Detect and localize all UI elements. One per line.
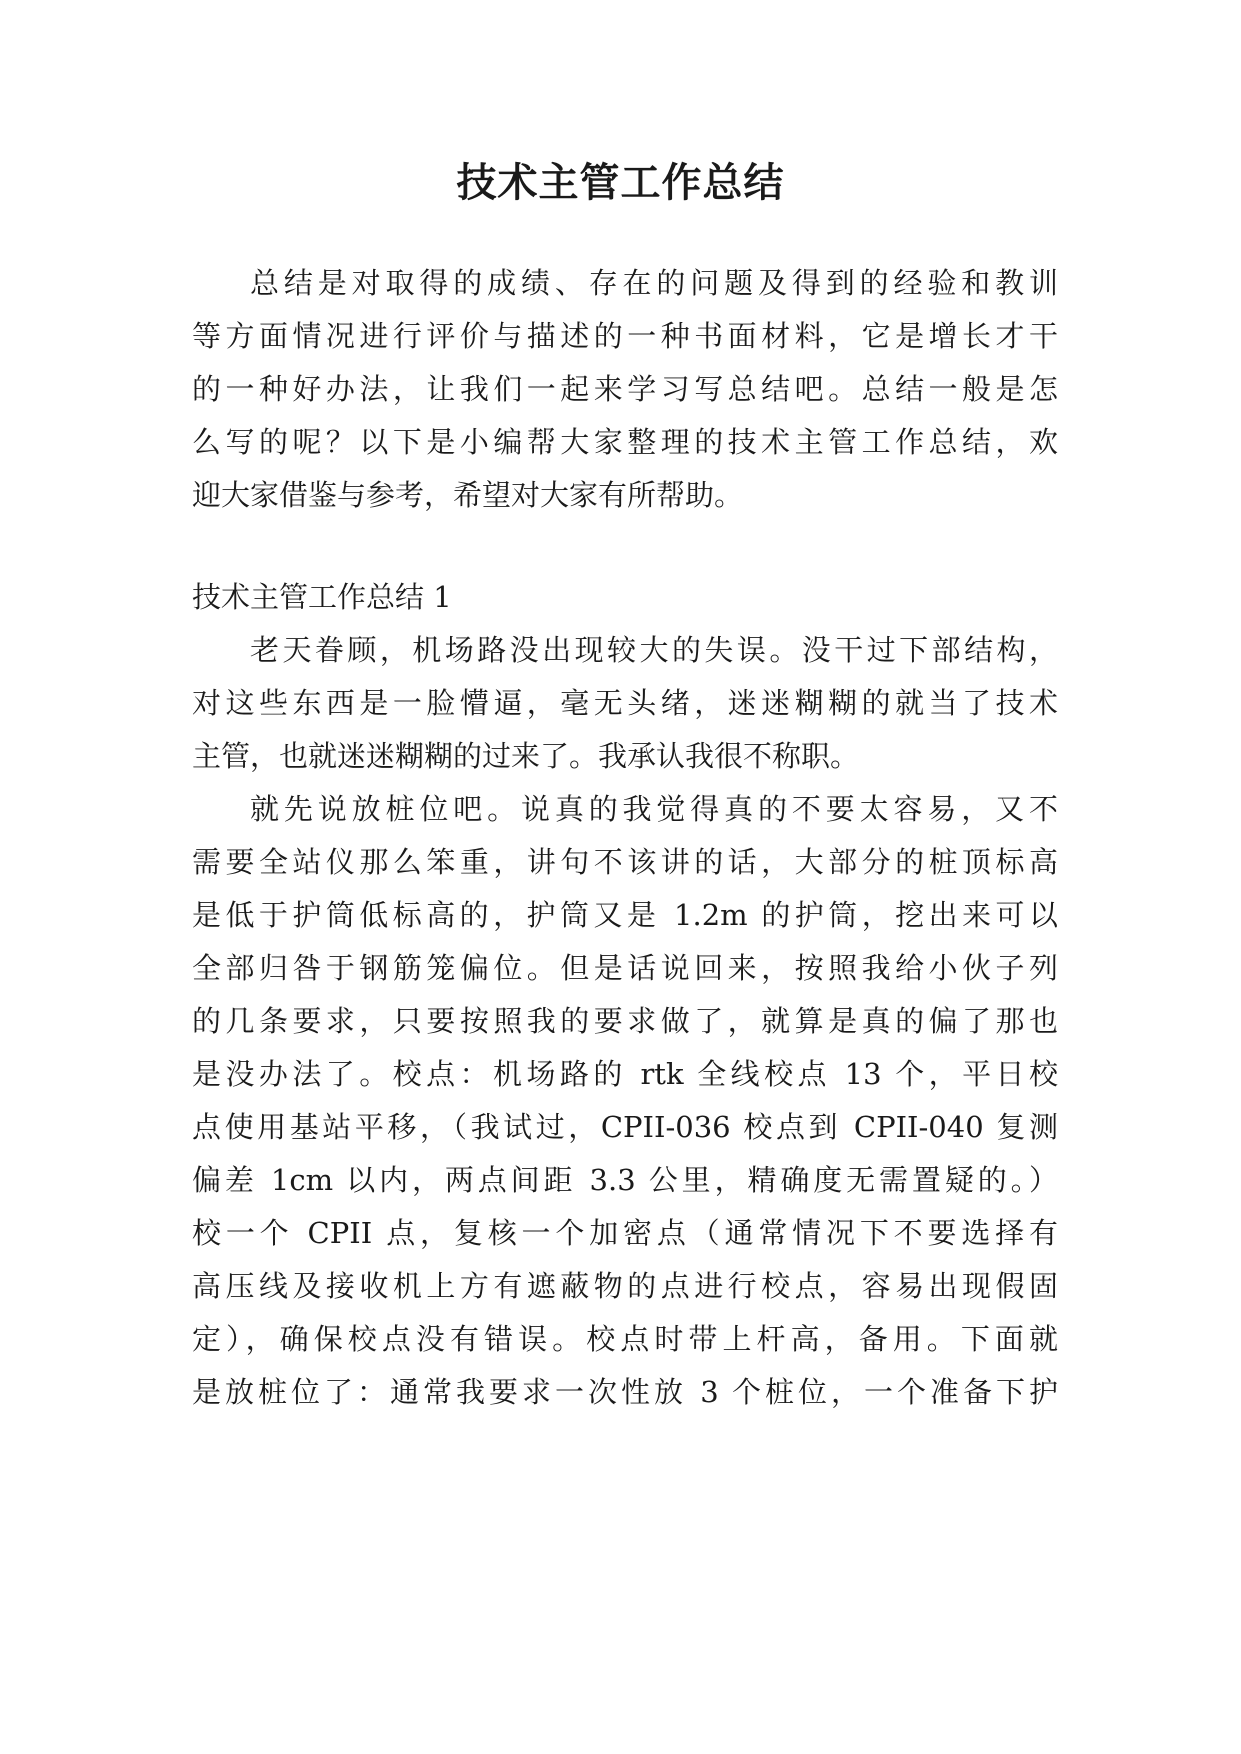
paragraph-line: 是放桩位了：通常我要求一次性放 3 个桩位，一个准备下护 [192, 1375, 1058, 1409]
paragraph-line: 需要全站仪那么笨重，讲句不该讲的话，大部分的桩顶标高 [192, 845, 1058, 879]
paragraph-line: 高压线及接收机上方有遮蔽物的点进行校点，容易出现假固 [192, 1269, 1058, 1303]
paragraph-line: 对这些东西是一脸懵逼，毫无头绪，迷迷糊糊的就当了技术 [192, 686, 1058, 720]
intro-line: 的一种好办法，让我们一起来学习写总结吧。总结一般是怎 [192, 372, 1058, 406]
paragraph-line: 的几条要求，只要按照我的要求做了，就算是真的偏了那也 [192, 1004, 1058, 1038]
paragraph-line: 点使用基站平移，（我试过，CPII-036 校点到 CPII-040 复测 [192, 1110, 1058, 1144]
paragraph-line: 是低于护筒低标高的，护筒又是 1.2m 的护筒，挖出来可以 [192, 898, 1058, 932]
intro-line: 么写的呢？以下是小编帮大家整理的技术主管工作总结，欢 [192, 425, 1058, 459]
intro-line: 等方面情况进行评价与描述的一种书面材料，它是增长才干 [192, 319, 1058, 353]
paragraph-line: 就先说放桩位吧。说真的我觉得真的不要太容易，又不 [250, 792, 1058, 826]
intro-line: 迎大家借鉴与参考，希望对大家有所帮助。 [192, 478, 744, 512]
paragraph-line: 老天眷顾，机场路没出现较大的失误。没干过下部结构， [250, 633, 1058, 667]
section-heading: 技术主管工作总结 1 [192, 580, 452, 614]
paragraph-line: 定），确保校点没有错误。校点时带上杆高，备用。下面就 [192, 1322, 1058, 1356]
paragraph-line: 偏差 1cm 以内，两点间距 3.3 公里，精确度无需置疑的。） [192, 1163, 1058, 1197]
paragraph-line: 全部归咎于钢筋笼偏位。但是话说回来，按照我给小伙子列 [192, 951, 1058, 985]
document-title: 技术主管工作总结 [456, 160, 785, 206]
paragraph-line: 校一个 CPII 点，复核一个加密点（通常情况下不要选择有 [192, 1216, 1058, 1250]
intro-line: 总结是对取得的成绩、存在的问题及得到的经验和教训 [250, 266, 1058, 300]
paragraph-line: 是没办法了。校点：机场路的 rtk 全线校点 13 个，平日校 [192, 1057, 1058, 1091]
paragraph-line: 主管，也就迷迷糊糊的过来了。我承认我很不称职。 [192, 739, 860, 773]
